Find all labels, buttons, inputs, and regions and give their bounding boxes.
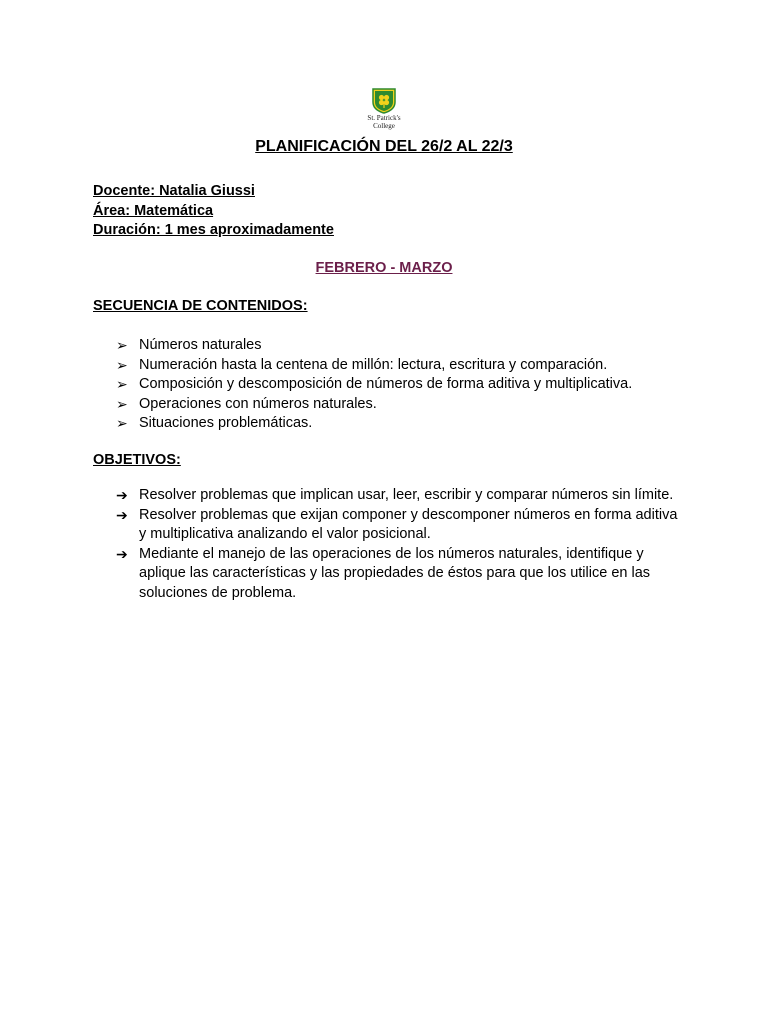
teacher-label: Docente: Natalia Giussi — [93, 183, 255, 199]
logo-line-2: College — [373, 122, 395, 130]
list-item — [93, 486, 683, 506]
months-heading: FEBRERO - MARZO — [315, 260, 453, 276]
list-item-text: Resolver problemas que exijan componer y descomponer números en forma aditiva y multiplicativa analizando el valor posicional. — [139, 506, 678, 542]
list-item — [93, 356, 693, 376]
arrow-bullet-icon: ➔ — [116, 487, 128, 503]
page-title: PLANIFICACIÓN DEL 26/2 AL 22/3 — [255, 138, 513, 155]
arrow-bullet-icon: ➔ — [116, 506, 128, 523]
list-item — [93, 414, 693, 434]
arrowhead-bullet-icon: ➢ — [116, 337, 128, 353]
list-item-text: Resolver problemas que implican usar, leer, escribir y comparar números sin límite. — [139, 487, 674, 503]
arrow-bullet-icon: ➔ — [116, 545, 128, 562]
arrowhead-bullet-icon: ➢ — [116, 415, 128, 431]
document-meta — [93, 182, 334, 241]
arrowhead-bullet-icon: ➢ — [116, 395, 128, 412]
shield-icon — [372, 88, 396, 114]
list-item-text: Operaciones con números naturales. — [139, 395, 377, 412]
list-item — [93, 506, 683, 545]
list-item — [93, 336, 693, 356]
list-item — [93, 375, 693, 395]
arrowhead-bullet-icon: ➢ — [116, 376, 128, 392]
objectives-heading: OBJETIVOS: — [93, 452, 181, 468]
logo-line-1: St. Patrick's — [367, 114, 401, 122]
duration-label: Duración: 1 mes aproximadamente — [93, 222, 334, 238]
list-item-text: Números naturales — [139, 337, 262, 353]
school-logo — [358, 88, 410, 130]
list-item — [93, 545, 683, 604]
arrowhead-bullet-icon: ➢ — [116, 356, 128, 373]
area-label: Área: Matemática — [93, 202, 214, 219]
list-item-text: Numeración hasta la centena de millón: lectura, escritura y comparación. — [139, 356, 608, 373]
list-item — [93, 395, 693, 415]
list-item-text: Mediante el manejo de las operaciones de los números naturales, identifique y aplique las características y las propiedades de éstos para que los utilice en las soluciones de problema. — [139, 545, 651, 601]
contents-list — [93, 336, 693, 434]
list-item-text: Composición y descomposición de números de forma aditiva y multiplicativa. — [139, 376, 633, 392]
contents-heading: SECUENCIA DE CONTENIDOS: — [93, 298, 308, 314]
objectives-list — [93, 486, 683, 603]
list-item-text: Situaciones problemáticas. — [139, 415, 313, 431]
